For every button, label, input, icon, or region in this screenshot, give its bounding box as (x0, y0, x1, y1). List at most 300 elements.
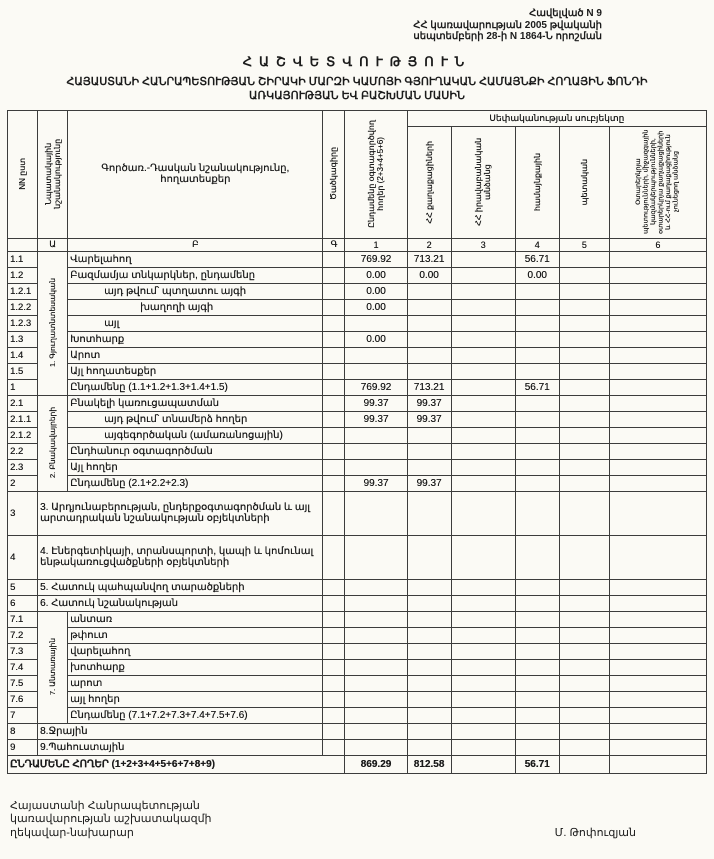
value-cell (609, 475, 706, 491)
value-cell (609, 315, 706, 331)
row-label: Վարելահող (68, 251, 323, 267)
code-cell (323, 331, 345, 347)
value-cell (515, 427, 559, 443)
issuer-block (10, 800, 212, 841)
value-cell (451, 595, 515, 611)
table-row (8, 659, 707, 675)
value-cell (451, 643, 515, 659)
value-cell (345, 595, 407, 611)
row-label: խաղողի այգի (68, 299, 323, 315)
value-cell: 56.71 (515, 755, 559, 773)
subtitle-line-1: ՀԱՅԱՍՏԱՆԻ ՀԱՆՐԱՊԵՏՈՒԹՅԱՆ ՇԻՐԱԿԻ ՄԱՐԶԻ ԿԱՄՈՅԻ ԳՅՈՒՂԱԿԱՆ ՀԱՄԱՅՆՔԻ ՀՈՂԱՅԻՆ ՖՈՆԴԻ (66, 75, 648, 88)
code-cell (323, 691, 345, 707)
row-number: 8 (8, 723, 38, 739)
value-cell (609, 251, 706, 267)
code-cell (323, 347, 345, 363)
value-cell (609, 443, 706, 459)
code-cell (323, 315, 345, 331)
row-label: 9.Պահուստային (38, 739, 323, 755)
value-cell (515, 707, 559, 723)
value-cell (451, 475, 515, 491)
row-number: 7.5 (8, 675, 38, 691)
value-cell (451, 427, 515, 443)
col-header-nn: NN ըստ (8, 110, 38, 238)
index-cell: Ա (38, 238, 68, 251)
grand-total-row (8, 755, 707, 773)
code-cell (323, 427, 345, 443)
code-cell (323, 595, 345, 611)
value-cell (451, 611, 515, 627)
value-cell: 0.00 (345, 283, 407, 299)
footer (0, 800, 714, 841)
row-label: վարելահող (68, 643, 323, 659)
value-cell (559, 299, 609, 315)
appendix-block (0, 8, 714, 43)
value-cell (407, 427, 451, 443)
table-row (8, 475, 707, 491)
code-cell (323, 283, 345, 299)
code-cell (323, 299, 345, 315)
table-row (8, 675, 707, 691)
value-cell: 0.00 (407, 267, 451, 283)
section-cell (38, 395, 68, 491)
value-cell (515, 627, 559, 643)
value-cell (559, 395, 609, 411)
col-header-code: Ծածկագիրը (323, 110, 345, 238)
column-index-row (8, 238, 707, 251)
value-cell (345, 443, 407, 459)
value-cell (407, 707, 451, 723)
value-cell (515, 739, 559, 755)
index-cell: 1 (345, 238, 407, 251)
code-cell (323, 443, 345, 459)
value-cell (515, 395, 559, 411)
value-cell (451, 691, 515, 707)
row-number: 2.2 (8, 443, 38, 459)
value-cell (407, 331, 451, 347)
value-cell (345, 691, 407, 707)
value-cell (407, 595, 451, 611)
row-number: 1.2.3 (8, 315, 38, 331)
table-row (8, 363, 707, 379)
value-cell: 769.92 (345, 379, 407, 395)
value-cell (609, 347, 706, 363)
value-cell (609, 299, 706, 315)
value-cell (451, 755, 515, 773)
value-cell: 99.37 (407, 411, 451, 427)
code-cell (323, 379, 345, 395)
value-cell (515, 283, 559, 299)
section-vertical-label: 1. Գյուղատնտեսական (48, 278, 58, 368)
value-cell (559, 707, 609, 723)
value-cell (345, 739, 407, 755)
value-cell (451, 459, 515, 475)
value-cell: 713.21 (407, 251, 451, 267)
value-cell (609, 331, 706, 347)
row-label: այդ թվում՝ պտղատու այգի (68, 283, 323, 299)
row-label: Բազմամյա տնկարկներ, ընդամենը (68, 267, 323, 283)
table-row (8, 611, 707, 627)
index-cell (8, 238, 38, 251)
value-cell (515, 643, 559, 659)
value-cell (609, 755, 706, 773)
value-cell (407, 739, 451, 755)
code-cell (323, 739, 345, 755)
row-label: Բնակելի կառուցապատման (68, 395, 323, 411)
issuer-line-3: ղեկավար-նախարար (10, 826, 134, 839)
value-cell (559, 675, 609, 691)
code-cell (323, 251, 345, 267)
value-cell: 869.29 (345, 755, 407, 773)
value-cell (345, 535, 407, 579)
row-number: 2.1.1 (8, 411, 38, 427)
col-header-ownership-group: Սեփականության սուբյեկտը (407, 110, 707, 126)
header-row-group (8, 110, 707, 126)
row-number: 2 (8, 475, 38, 491)
value-cell (515, 491, 559, 535)
value-cell (407, 611, 451, 627)
value-cell (609, 395, 706, 411)
value-cell (515, 363, 559, 379)
appendix-line-1: Հավելված N 9 (529, 8, 602, 19)
value-cell (451, 627, 515, 643)
value-cell (609, 723, 706, 739)
table-row (8, 491, 707, 535)
value-cell (407, 459, 451, 475)
value-cell: 0.00 (345, 331, 407, 347)
value-cell (559, 691, 609, 707)
row-label: խոտհարք (68, 659, 323, 675)
value-cell (515, 595, 559, 611)
code-cell (323, 611, 345, 627)
value-cell (515, 475, 559, 491)
value-cell: 769.92 (345, 251, 407, 267)
value-cell (559, 643, 609, 659)
value-cell: 99.37 (345, 475, 407, 491)
value-cell (559, 475, 609, 491)
col-header-community: համայնքային (515, 126, 559, 238)
row-label: Ընդամենը (7.1+7.2+7.3+7.4+7.5+7.6) (68, 707, 323, 723)
value-cell (609, 659, 706, 675)
row-label: թփուտ (68, 627, 323, 643)
value-cell (609, 427, 706, 443)
value-cell (345, 659, 407, 675)
table-row (8, 411, 707, 427)
value-cell (407, 491, 451, 535)
value-cell (451, 379, 515, 395)
value-cell (515, 459, 559, 475)
row-label: Այլ հողեր (68, 459, 323, 475)
row-label: Ընդամենը (2.1+2.2+2.3) (68, 475, 323, 491)
code-cell (323, 659, 345, 675)
value-cell (407, 643, 451, 659)
value-cell (515, 723, 559, 739)
value-cell (609, 643, 706, 659)
index-cell: 4 (515, 238, 559, 251)
value-cell (451, 491, 515, 535)
row-label: 5. Հատուկ պահպանվող տարածքների (38, 579, 323, 595)
code-cell (323, 535, 345, 579)
row-number: 1.1 (8, 251, 38, 267)
table-row (8, 643, 707, 659)
value-cell (559, 331, 609, 347)
table-row (8, 379, 707, 395)
value-cell (451, 411, 515, 427)
row-number: 2.3 (8, 459, 38, 475)
value-cell (515, 659, 559, 675)
table-row (8, 579, 707, 595)
value-cell (609, 707, 706, 723)
value-cell (451, 363, 515, 379)
value-cell (451, 739, 515, 755)
code-cell (323, 475, 345, 491)
row-number: 9 (8, 739, 38, 755)
value-cell (515, 691, 559, 707)
value-cell: 812.58 (407, 755, 451, 773)
index-cell: Բ (68, 238, 323, 251)
col-header-foreign: Օտարերկրյա պետությունների, միջազգային կազմակերպությունների, օտարերկրյա քաղաքացիների և ՀՀ-ում քաղաքացիություն չունեցող անձանց (609, 126, 706, 238)
col-header-state: պետական (559, 126, 609, 238)
value-cell (451, 579, 515, 595)
value-cell (559, 427, 609, 443)
row-number: 3 (8, 491, 38, 535)
code-cell (323, 395, 345, 411)
value-cell (515, 443, 559, 459)
table-row (8, 427, 707, 443)
section-vertical-label: 7. Անտառային (48, 638, 58, 696)
value-cell (609, 627, 706, 643)
value-cell (345, 723, 407, 739)
value-cell (559, 347, 609, 363)
row-number: 7.4 (8, 659, 38, 675)
table-row (8, 331, 707, 347)
value-cell (609, 491, 706, 535)
index-cell: 2 (407, 238, 451, 251)
row-number: 7.3 (8, 643, 38, 659)
code-cell (323, 627, 345, 643)
row-number: 1.5 (8, 363, 38, 379)
value-cell (609, 691, 706, 707)
code-cell (323, 579, 345, 595)
row-label: 6. Հատուկ նշանակության (38, 595, 323, 611)
value-cell (559, 611, 609, 627)
table-row (8, 739, 707, 755)
document-subtitle (0, 75, 714, 103)
row-number: 1.3 (8, 331, 38, 347)
subtitle-line-2: ԱՌԿԱՅՈՒԹՅԱՆ ԵՎ ԲԱՇԽՄԱՆ ՄԱՍԻՆ (249, 89, 465, 102)
code-cell (323, 411, 345, 427)
value-cell (609, 459, 706, 475)
table-row (8, 267, 707, 283)
index-cell: 6 (609, 238, 706, 251)
value-cell (451, 395, 515, 411)
value-cell: 99.37 (345, 395, 407, 411)
appendix-line-2: ՀՀ կառավարության 2005 թվականի (413, 19, 602, 31)
value-cell (407, 659, 451, 675)
issuer-line-1: Հայաստանի Հանրապետության (10, 799, 200, 812)
value-cell (451, 723, 515, 739)
value-cell (515, 331, 559, 347)
index-cell: 5 (559, 238, 609, 251)
col-header-functional: Գործառ.-Դասկան նշանակությունը, հողատեսքեր (68, 110, 323, 238)
row-label: 8.Ջրային (38, 723, 323, 739)
row-label: Ընդհանուր օգտագործման (68, 443, 323, 459)
appendix-line-3: սեպտեմբերի 28-ի N 1864-Ն որոշման (413, 31, 602, 42)
row-number: 1.2 (8, 267, 38, 283)
row-number: 2.1 (8, 395, 38, 411)
row-label: Արոտ (68, 347, 323, 363)
value-cell (559, 283, 609, 299)
value-cell (345, 627, 407, 643)
table-row (8, 395, 707, 411)
table-row (8, 283, 707, 299)
value-cell (559, 459, 609, 475)
table-row (8, 459, 707, 475)
value-cell: 99.37 (407, 395, 451, 411)
row-number: 1.2.2 (8, 299, 38, 315)
table-row (8, 315, 707, 331)
value-cell (407, 579, 451, 595)
table-row (8, 691, 707, 707)
value-cell (515, 299, 559, 315)
value-cell (407, 283, 451, 299)
value-cell (345, 579, 407, 595)
row-number: 1.2.1 (8, 283, 38, 299)
document-title: ՀԱՇՎԵՏՎՈՒԹՅՈՒՆ (242, 53, 472, 69)
land-fund-table (7, 110, 707, 774)
value-cell (345, 643, 407, 659)
table-row (8, 299, 707, 315)
signature-name: Մ. Թոփուզյան (554, 826, 636, 839)
value-cell (451, 535, 515, 579)
value-cell (451, 267, 515, 283)
index-cell: 3 (451, 238, 515, 251)
value-cell (515, 611, 559, 627)
value-cell (451, 675, 515, 691)
value-cell (559, 755, 609, 773)
value-cell (609, 675, 706, 691)
table-row (8, 723, 707, 739)
value-cell: 56.71 (515, 251, 559, 267)
value-cell (407, 363, 451, 379)
value-cell (345, 363, 407, 379)
value-cell (345, 675, 407, 691)
value-cell (345, 459, 407, 475)
value-cell (559, 627, 609, 643)
row-number: 7.2 (8, 627, 38, 643)
row-number: 6 (8, 595, 38, 611)
value-cell (407, 627, 451, 643)
row-number: 5 (8, 579, 38, 595)
row-label: այգեգործական (ամառանոցային) (68, 427, 323, 443)
value-cell (609, 379, 706, 395)
value-cell (559, 491, 609, 535)
row-label: այդ թվում՝ տնամերձ հողեր (68, 411, 323, 427)
code-cell (323, 723, 345, 739)
value-cell: 56.71 (515, 379, 559, 395)
index-cell: Գ (323, 238, 345, 251)
table-row (8, 535, 707, 579)
col-header-legal-entities: ՀՀ իրավաբանական անձանց (451, 126, 515, 238)
issuer-line-2: կառավարության աշխատակազմի (10, 813, 212, 825)
value-cell (559, 363, 609, 379)
row-label: Խոտհարք (68, 331, 323, 347)
value-cell (451, 283, 515, 299)
value-cell: 0.00 (345, 299, 407, 315)
value-cell (609, 611, 706, 627)
land-table-body (8, 251, 707, 773)
value-cell (609, 363, 706, 379)
table-row (8, 443, 707, 459)
value-cell (407, 723, 451, 739)
value-cell: 0.00 (515, 267, 559, 283)
value-cell (407, 675, 451, 691)
table-row (8, 707, 707, 723)
value-cell (451, 659, 515, 675)
value-cell (515, 315, 559, 331)
value-cell (451, 347, 515, 363)
value-cell (407, 443, 451, 459)
value-cell (609, 579, 706, 595)
code-cell (323, 491, 345, 535)
value-cell (451, 299, 515, 315)
row-label: 3. Արդյունաբերության, ընդերքօգտագործման և այլ արտադրական նշանակության օբյեկտների (38, 491, 323, 535)
value-cell (407, 691, 451, 707)
value-cell (609, 739, 706, 755)
value-cell (515, 411, 559, 427)
value-cell (559, 267, 609, 283)
value-cell (559, 443, 609, 459)
section-cell (38, 611, 68, 723)
grand-total-label: ԸՆԴԱՄԵՆԸ ՀՈՂԵՐ (1+2+3+4+5+6+7+8+9) (8, 755, 345, 773)
row-number: 1.4 (8, 347, 38, 363)
col-header-purpose: Նպատակային նշանակությունը (38, 110, 68, 238)
value-cell (559, 535, 609, 579)
value-cell (559, 411, 609, 427)
value-cell (559, 579, 609, 595)
row-label: Ընդամենը (1.1+1.2+1.3+1.4+1.5) (68, 379, 323, 395)
row-label: Այլ հողատեսքեր (68, 363, 323, 379)
value-cell (407, 535, 451, 579)
value-cell (559, 739, 609, 755)
value-cell (345, 347, 407, 363)
code-cell (323, 707, 345, 723)
code-cell (323, 643, 345, 659)
value-cell (515, 579, 559, 595)
value-cell (451, 331, 515, 347)
value-cell (515, 675, 559, 691)
row-number: 1 (8, 379, 38, 395)
row-label: այլ հողեր (68, 691, 323, 707)
value-cell (559, 595, 609, 611)
value-cell (451, 251, 515, 267)
table-row (8, 595, 707, 611)
value-cell (559, 723, 609, 739)
value-cell (609, 267, 706, 283)
value-cell (559, 659, 609, 675)
row-number: 7.6 (8, 691, 38, 707)
value-cell (345, 427, 407, 443)
value-cell: 713.21 (407, 379, 451, 395)
value-cell: 0.00 (345, 267, 407, 283)
value-cell (407, 347, 451, 363)
row-number: 7.1 (8, 611, 38, 627)
value-cell (407, 299, 451, 315)
value-cell (515, 535, 559, 579)
table-row (8, 347, 707, 363)
table-row (8, 251, 707, 267)
value-cell (609, 283, 706, 299)
